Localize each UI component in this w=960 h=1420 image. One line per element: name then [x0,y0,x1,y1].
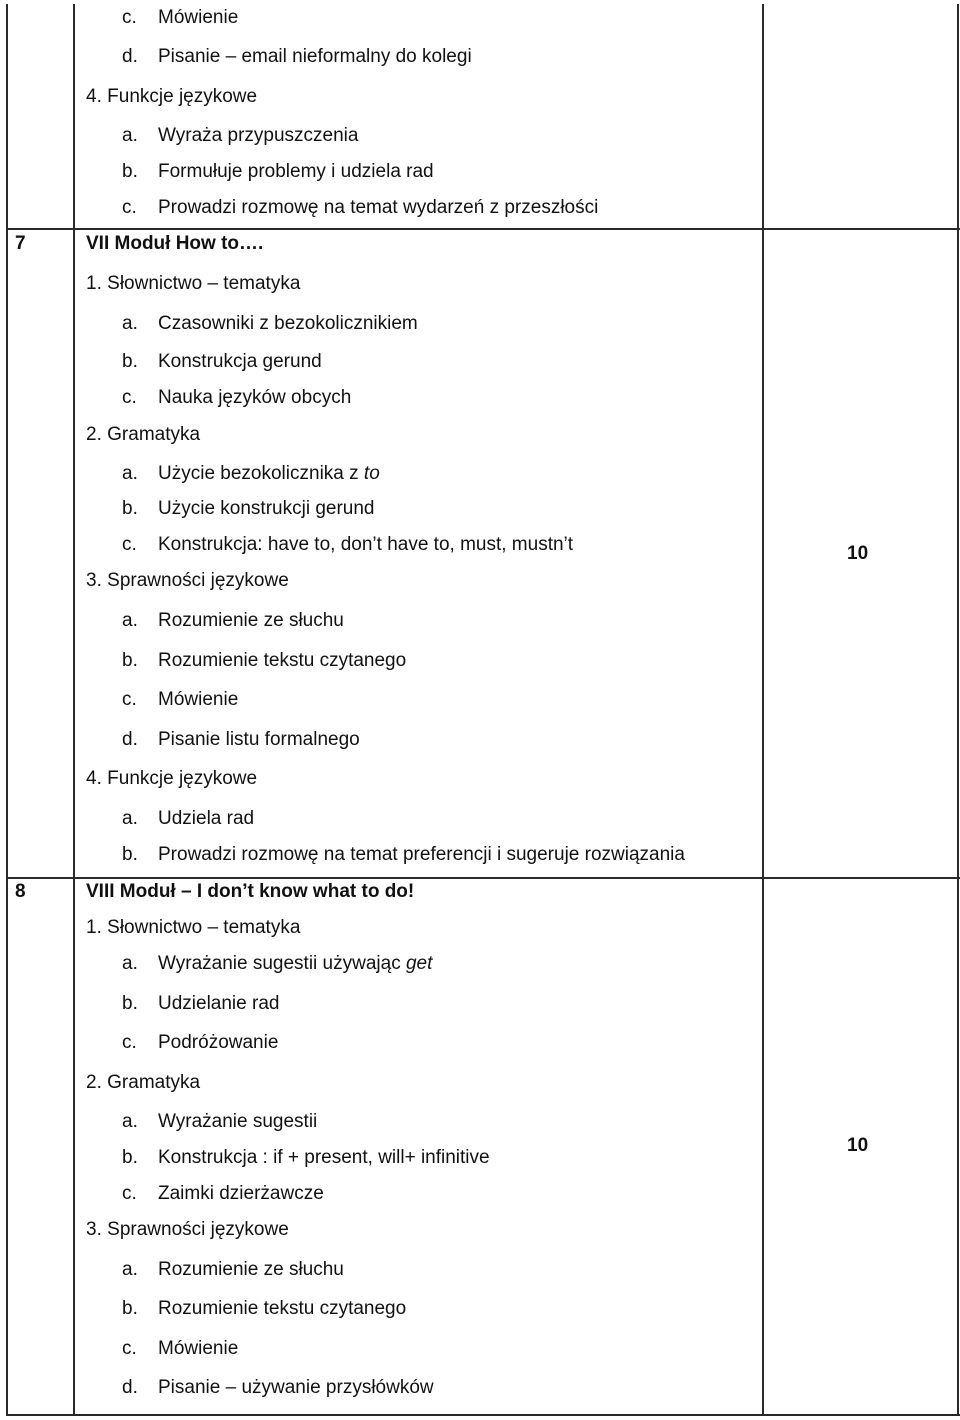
table-border-bottom [6,1414,960,1416]
module-hours: 10 [847,1135,869,1156]
list-item: 4. Funkcje językowe [86,768,258,789]
table-divider-number [73,4,75,1416]
list-item: 2. Gramatyka [86,1072,201,1093]
list-item: 2. Gramatyka [86,424,201,445]
module-title: VII Moduł How to…. [86,233,264,254]
module-number: 8 [15,881,26,902]
table-border-right [957,4,959,1416]
module-title: VIII Moduł – I don’t know what to do! [86,881,415,902]
list-item: 1. Słownictwo – tematyka [86,273,301,294]
table-border-left [6,4,8,1416]
list-item: 3. Sprawności językowe [86,570,289,591]
row-divider-module7 [6,228,960,230]
list-item: 4. Funkcje językowe [86,86,258,107]
module-number: 7 [15,233,26,254]
row-divider-module8 [6,877,960,879]
module-hours: 10 [847,543,869,564]
list-item: 1. Słownictwo – tematyka [86,917,301,938]
list-item: 3. Sprawności językowe [86,1219,289,1240]
table-divider-hours [762,4,764,1416]
